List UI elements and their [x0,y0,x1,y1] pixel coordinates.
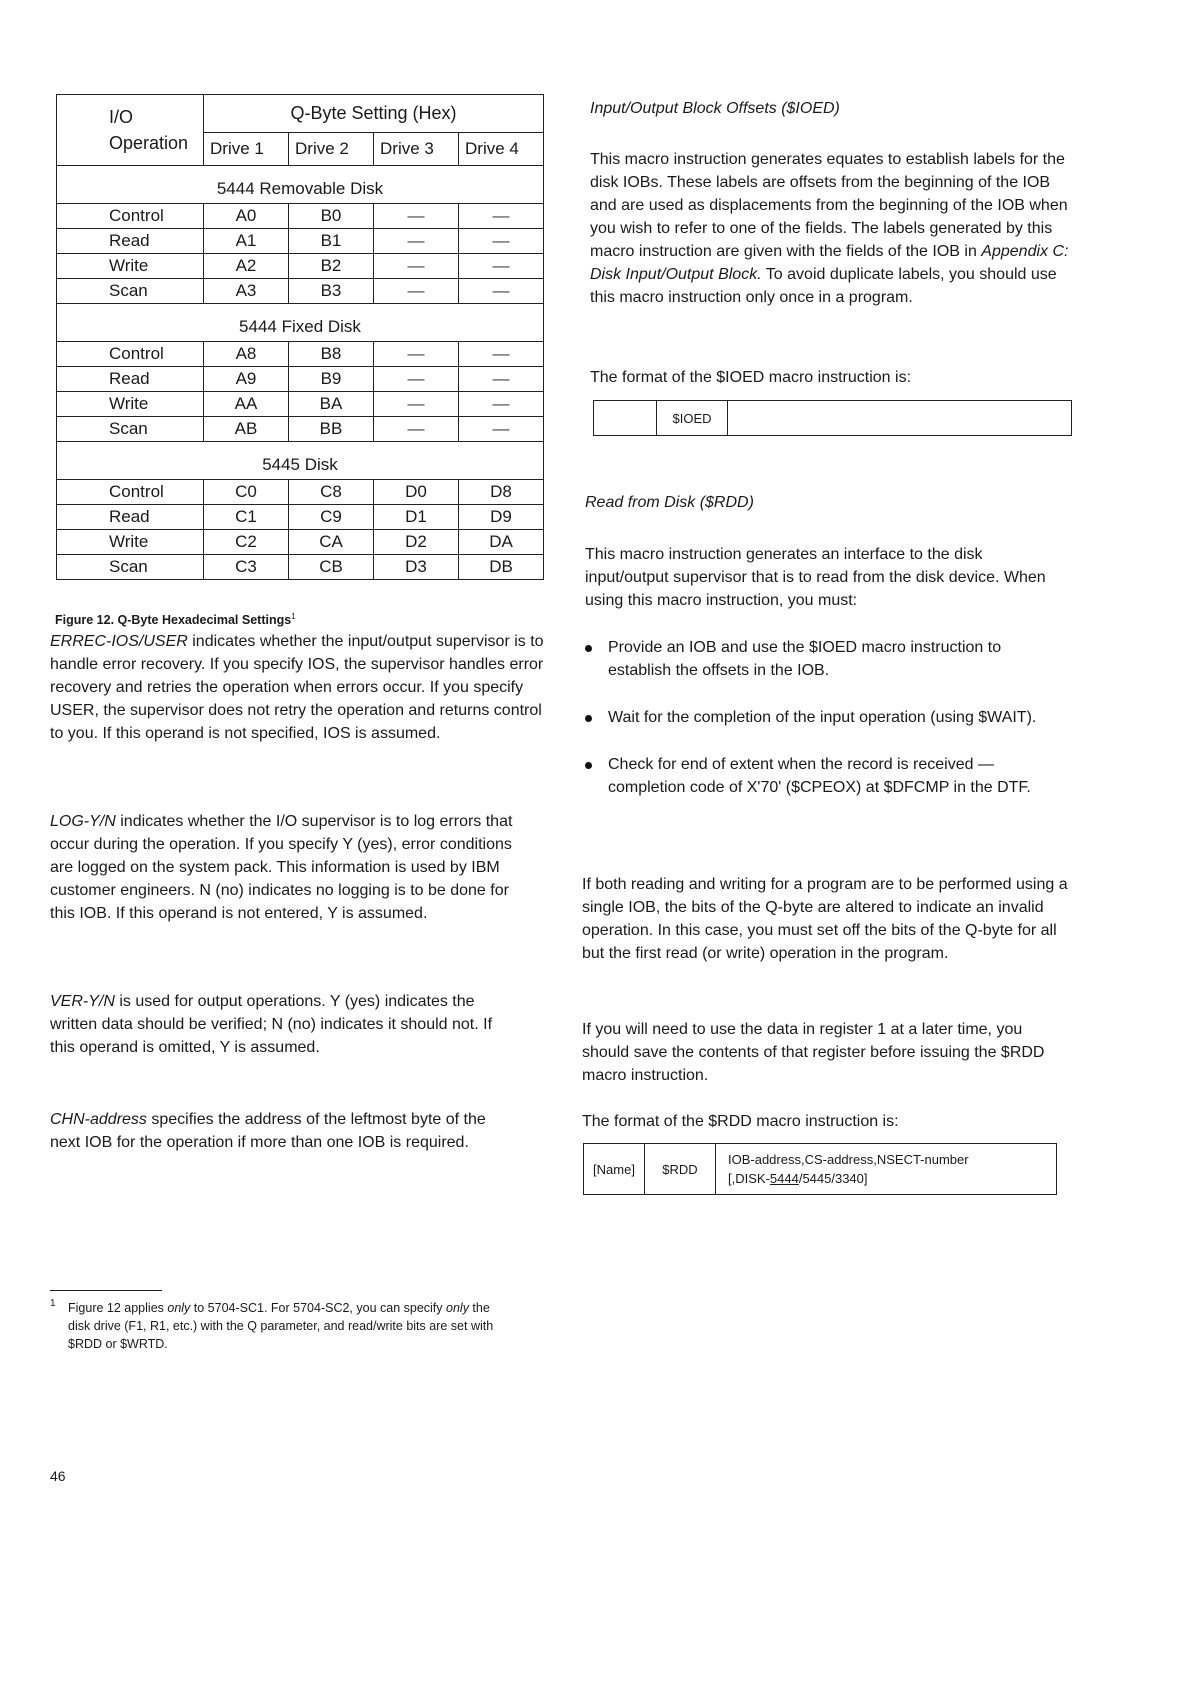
operation-header: Operation [109,133,189,153]
drive-1-cell: A1 [204,229,289,254]
table-row [57,204,544,229]
table-row [57,480,544,505]
operation-cell: Scan [57,555,204,580]
drive-1-cell: A0 [204,204,289,229]
srdd-op-field: $RDD [645,1144,716,1194]
table-row [57,417,544,442]
drive-4-cell: — [459,254,544,279]
footnote-part-2: to 5704-SC1. For 5704-SC2, you can specify [190,1301,447,1315]
operation-cell: Control [57,204,204,229]
drive-4-cell: D8 [459,480,544,505]
list-item [583,753,1053,799]
chn-term: CHN-address [50,1111,147,1128]
log-text: indicates whether the I/O supervisor is to log errors that occur during the operation. If you specify Y (yes), error conditions are logged on the system pack. This information is used by IBM customer engineers. N (no) indicates no logging is to be done for this IOB. If this operand is not entered, Y is assumed. [50,813,513,922]
operation-cell: Write [57,530,204,555]
drive-4-cell: — [459,417,544,442]
srdd-name-field: [Name] [584,1144,645,1194]
section-title: 5444 Fixed Disk [57,304,544,342]
list-item [583,706,1053,729]
footnote-part-1: Figure 12 applies [68,1301,168,1315]
requirement-text: Check for end of extent when the record is received — completion code of X'70' ($CPEOX) at $DFCMP in the DTF. [608,756,1031,796]
drive-2-cell: B3 [289,279,374,304]
table-row [57,555,544,580]
drive-2-cell: B9 [289,367,374,392]
drive-4-cell: — [459,229,544,254]
operation-cell: Control [57,342,204,367]
drive-2-cell: C9 [289,505,374,530]
operation-cell: Read [57,505,204,530]
io-operation-header [57,95,204,166]
operands-disk-suffix: /5445/3340] [798,1171,868,1186]
sioed-desc-part-1: This macro instruction generates equates to establish labels for the disk IOBs. These labels are offsets from the beginning of the IOB and are used as displacements from the beginning of the IOB when you wish to refer to one of the fields. The labels generated by this macro instruction are given with the fields of the IOB in [590,151,1068,260]
bullet-icon [585,645,592,652]
drive-4-cell: DB [459,555,544,580]
drive-3-cell: — [374,254,459,279]
drive-3-header: Drive 3 [374,132,459,165]
drive-2-header: Drive 2 [289,132,374,165]
chn-paragraph [50,1108,520,1154]
errec-paragraph [50,630,550,745]
drive-3-cell: — [374,342,459,367]
table-row [57,279,544,304]
drive-4-cell: DA [459,530,544,555]
drive-1-header: Drive 1 [204,132,289,165]
srdd-register-paragraph: If you will need to use the data in register 1 at a later time, you should save the contents of that register before issuing the $RDD macro instruction. [582,1021,1045,1084]
drive-3-cell: D3 [374,555,459,580]
sioed-description [590,148,1070,309]
page-number: 46 [50,1468,66,1484]
section-title: 5445 Disk [57,442,544,480]
drive-2-cell: B8 [289,342,374,367]
operation-cell: Write [57,254,204,279]
drive-1-cell: C0 [204,480,289,505]
sioed-format-box [593,400,1072,436]
drive-4-cell: — [459,279,544,304]
drive-3-cell: — [374,279,459,304]
bullet-icon [585,762,592,769]
sioed-op-field: $IOED [657,401,728,435]
qbyte-setting-header: Q-Byte Setting (Hex) [204,95,544,133]
footnote-only-1: only [167,1301,191,1315]
drive-1-cell: C3 [204,555,289,580]
table-row [57,342,544,367]
operation-cell: Control [57,480,204,505]
errec-term: ERREC-IOS/USER [50,633,188,650]
drive-2-cell: BA [289,392,374,417]
table-row [57,367,544,392]
footnote-rule [50,1290,162,1291]
drive-4-cell: — [459,367,544,392]
table-row [57,505,544,530]
drive-3-cell: — [374,392,459,417]
bullet-icon [585,715,592,722]
ver-term: VER-Y/N [50,993,115,1010]
operation-cell: Scan [57,279,204,304]
operation-cell: Read [57,229,204,254]
sioed-format-intro: The format of the $IOED macro instruction is: [590,369,912,386]
requirement-text: Wait for the completion of the input operation (using $WAIT). [608,709,1037,726]
drive-3-cell: D1 [374,505,459,530]
sioed-heading: Input/Output Block Offsets ($IOED) [590,100,840,117]
footnote-text [50,1299,510,1353]
drive-1-cell: A2 [204,254,289,279]
drive-1-cell: AB [204,417,289,442]
footnote-mark: 1 [50,1298,56,1309]
table-section-row [57,166,544,204]
drive-1-cell: C2 [204,530,289,555]
drive-2-cell: C8 [289,480,374,505]
table-section-row [57,304,544,342]
drive-1-cell: AA [204,392,289,417]
srdd-description: This macro instruction generates an interface to the disk input/output supervisor that is to read from the disk device. When using this macro instruction, you must: [585,546,1046,609]
drive-1-cell: A8 [204,342,289,367]
srdd-qbyte-paragraph: If both reading and writing for a program are to be performed using a single IOB, the bits of the Q-byte are altered to indicate an invalid operation. In this case, you must set off the bits of the Q-byte for all but the first read (or write) operation in the program. [582,876,1068,962]
io-header: I/O [109,107,134,127]
requirement-text: Provide an IOB and use the $IOED macro instruction to establish the offsets in the IOB. [608,639,1002,679]
ver-paragraph [50,990,520,1059]
table-section-row [57,442,544,480]
table-row [57,229,544,254]
drive-1-cell: C1 [204,505,289,530]
drive-3-cell: — [374,367,459,392]
drive-3-cell: — [374,204,459,229]
list-item [583,636,1053,682]
drive-4-cell: — [459,204,544,229]
figure-caption [55,612,296,627]
appendix-reference: Appendix C: Disk Input/Output Block. [590,243,1069,283]
table-row [57,530,544,555]
srdd-heading: Read from Disk ($RDD) [585,494,754,511]
drive-3-cell: D0 [374,480,459,505]
drive-2-cell: B2 [289,254,374,279]
drive-2-cell: CA [289,530,374,555]
drive-4-cell: — [459,342,544,367]
srdd-operands-field [716,1144,1056,1194]
errec-text: indicates whether the input/output supervisor is to handle error recovery. If you specify IOS, the supervisor handles error recovery and retries the operation when errors occur. If you specify USER, the supervisor does not retry the operation and returns control to you. If this operand is not specified, IOS is assumed. [50,633,544,742]
srdd-format-box [583,1143,1057,1195]
drive-4-cell: — [459,392,544,417]
footnote [50,1299,510,1353]
drive-2-cell: CB [289,555,374,580]
srdd-requirements-list [583,636,1053,799]
sioed-desc-part-2: To avoid duplicate labels, you should use this macro instruction only once in a program. [590,266,1057,306]
drive-2-cell: B1 [289,229,374,254]
footnote-only-2: only [446,1301,469,1315]
table-row [57,254,544,279]
drive-3-cell: D2 [374,530,459,555]
section-title: 5444 Removable Disk [57,166,544,204]
footnote-part-3: the disk drive (F1, R1, etc.) with the Q parameter, and read/write bits are set with $RDD or $WRTD. [68,1301,494,1351]
operands-disk-prefix: [,DISK- [728,1171,770,1186]
log-term: LOG-Y/N [50,813,116,830]
drive-3-cell: — [374,417,459,442]
drive-3-cell: — [374,229,459,254]
table-row [57,392,544,417]
sioed-operands-field [728,401,1071,435]
q-byte-table [56,94,544,580]
log-paragraph [50,810,520,925]
srdd-operands-line-1: IOB-address,CS-address,NSECT-number [728,1152,969,1167]
operands-default-disk: 5444 [769,1171,799,1186]
operation-cell: Read [57,367,204,392]
drive-4-cell: D9 [459,505,544,530]
operation-cell: Write [57,392,204,417]
ver-text: is used for output operations. Y (yes) indicates the written data should be verified; N (no) indicates it should not. If this operand is omitted, Y is assumed. [50,993,493,1056]
srdd-operands-line-2 [728,1169,868,1188]
drive-2-cell: BB [289,417,374,442]
drive-2-cell: B0 [289,204,374,229]
chn-text: specifies the address of the leftmost byte of the next IOB for the operation if more than one IOB is required. [50,1111,486,1151]
drive-1-cell: A9 [204,367,289,392]
drive-4-header: Drive 4 [459,132,544,165]
caption-footnote-mark: 1 [291,612,296,621]
caption-text: Figure 12. Q-Byte Hexadecimal Settings [55,613,292,628]
drive-1-cell: A3 [204,279,289,304]
sioed-name-field [594,401,657,435]
srdd-format-intro: The format of the $RDD macro instruction is: [582,1113,899,1130]
operation-cell: Scan [57,417,204,442]
